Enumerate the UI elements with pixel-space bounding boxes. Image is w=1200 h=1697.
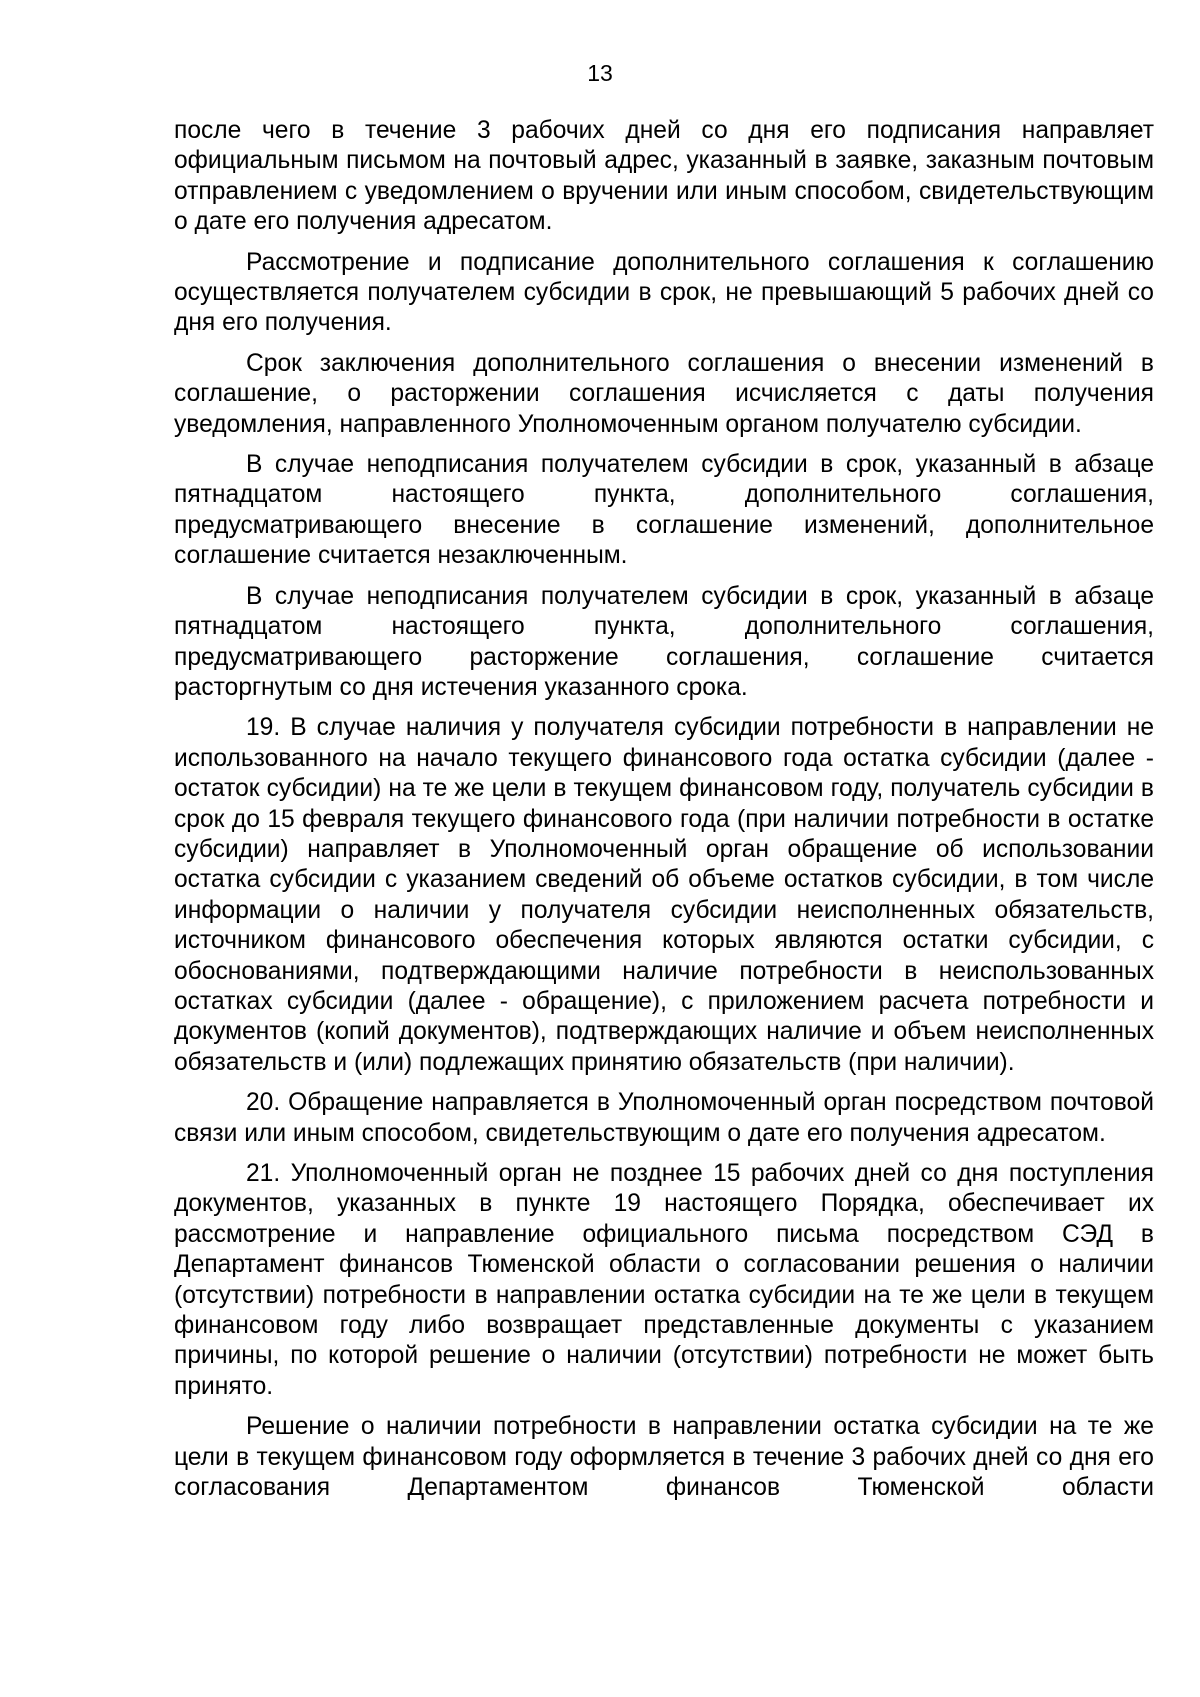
- paragraph-item-19: 19. В случае наличия у получателя субсидии потребности в направлении не использованного на начало текущего финансового года остатка субсидии (далее - остаток субсидии) на те же цели в текущем финансовом году, получатель субсидии в срок до 15 февраля текущего финансового года (при наличии потребности в остатке субсидии) направляет в Уполномоченный орган обращение об использовании остатка субсидии с указанием сведений об объеме остатков субсидии, в том числе информации о наличии у получателя субсидии неисполненных обязательств, источником финансового обеспечения которых являются остатки субсидии, с обоснованиями, подтверждающими наличие потребности в неиспользованных остатках субсидии (далее - обращение), с приложением расчета потребности и документов (копий документов), подтверждающих наличие и объем неисполненных обязательств и (или) подлежащих принятию обязательств (при наличии).: [174, 714, 1154, 1076]
- paragraph-unsigned-amendment: В случае неподписания получателем субсидии в срок, указанный в абзаце пятнадцатом настоящего пункта, дополнительного соглашения, предусматривающего внесение в соглашение изменений, дополнительное соглашение считается незаключенным.: [174, 451, 1154, 570]
- page-number: 13: [587, 60, 613, 86]
- paragraph-unsigned-termination: В случае неподписания получателем субсидии в срок, указанный в абзаце пятнадцатом настоящего пункта, дополнительного соглашения, предусматривающего расторжение соглашения, соглашение считается расторгнутым со дня истечения указанного срока.: [174, 582, 1154, 701]
- paragraph-continuation: после чего в течение 3 рабочих дней со дня его подписания направляет официальным письмом на почтовый адрес, указанный в заявке, заказным почтовым отправлением с уведомлением о вручении или иным способом, свидетельствующим о дате его получения адресатом.: [174, 117, 1154, 236]
- paragraph-agreement-review: Рассмотрение и подписание дополнительного соглашения к соглашению осуществляется получателем субсидии в срок, не превышающий 5 рабочих дней со дня его получения.: [174, 248, 1154, 337]
- paragraph-item-20: 20. Обращение направляется в Уполномоченный орган посредством почтовой связи или иным способом, свидетельствующим о дате его получения адресатом.: [174, 1089, 1154, 1147]
- document-body: [174, 116, 1154, 1513]
- paragraph-decision: Решение о наличии потребности в направлении остатка субсидии на те же цели в текущем финансовом году оформляется в течение 3 рабочих дней со дня его согласования Департаментом финансов Тюменской области: [174, 1413, 1154, 1502]
- paragraph-item-21: 21. Уполномоченный орган не позднее 15 рабочих дней со дня поступления документов, указанных в пункте 19 настоящего Порядка, обеспечивает их рассмотрение и направление официального письма посредством СЭД в Департамент финансов Тюменской области о согласовании решения о наличии (отсутствии) потребности в направлении остатка субсидии на те же цели в текущем финансовом году либо возвращает представленные документы с указанием причины, по которой решение о наличии (отсутствии) потребности не может быть принято.: [174, 1160, 1154, 1400]
- paragraph-agreement-term: Срок заключения дополнительного соглашения о внесении изменений в соглашение, о расторжении соглашения исчисляется с даты получения уведомления, направленного Уполномоченным органом получателю субсидии.: [174, 349, 1154, 438]
